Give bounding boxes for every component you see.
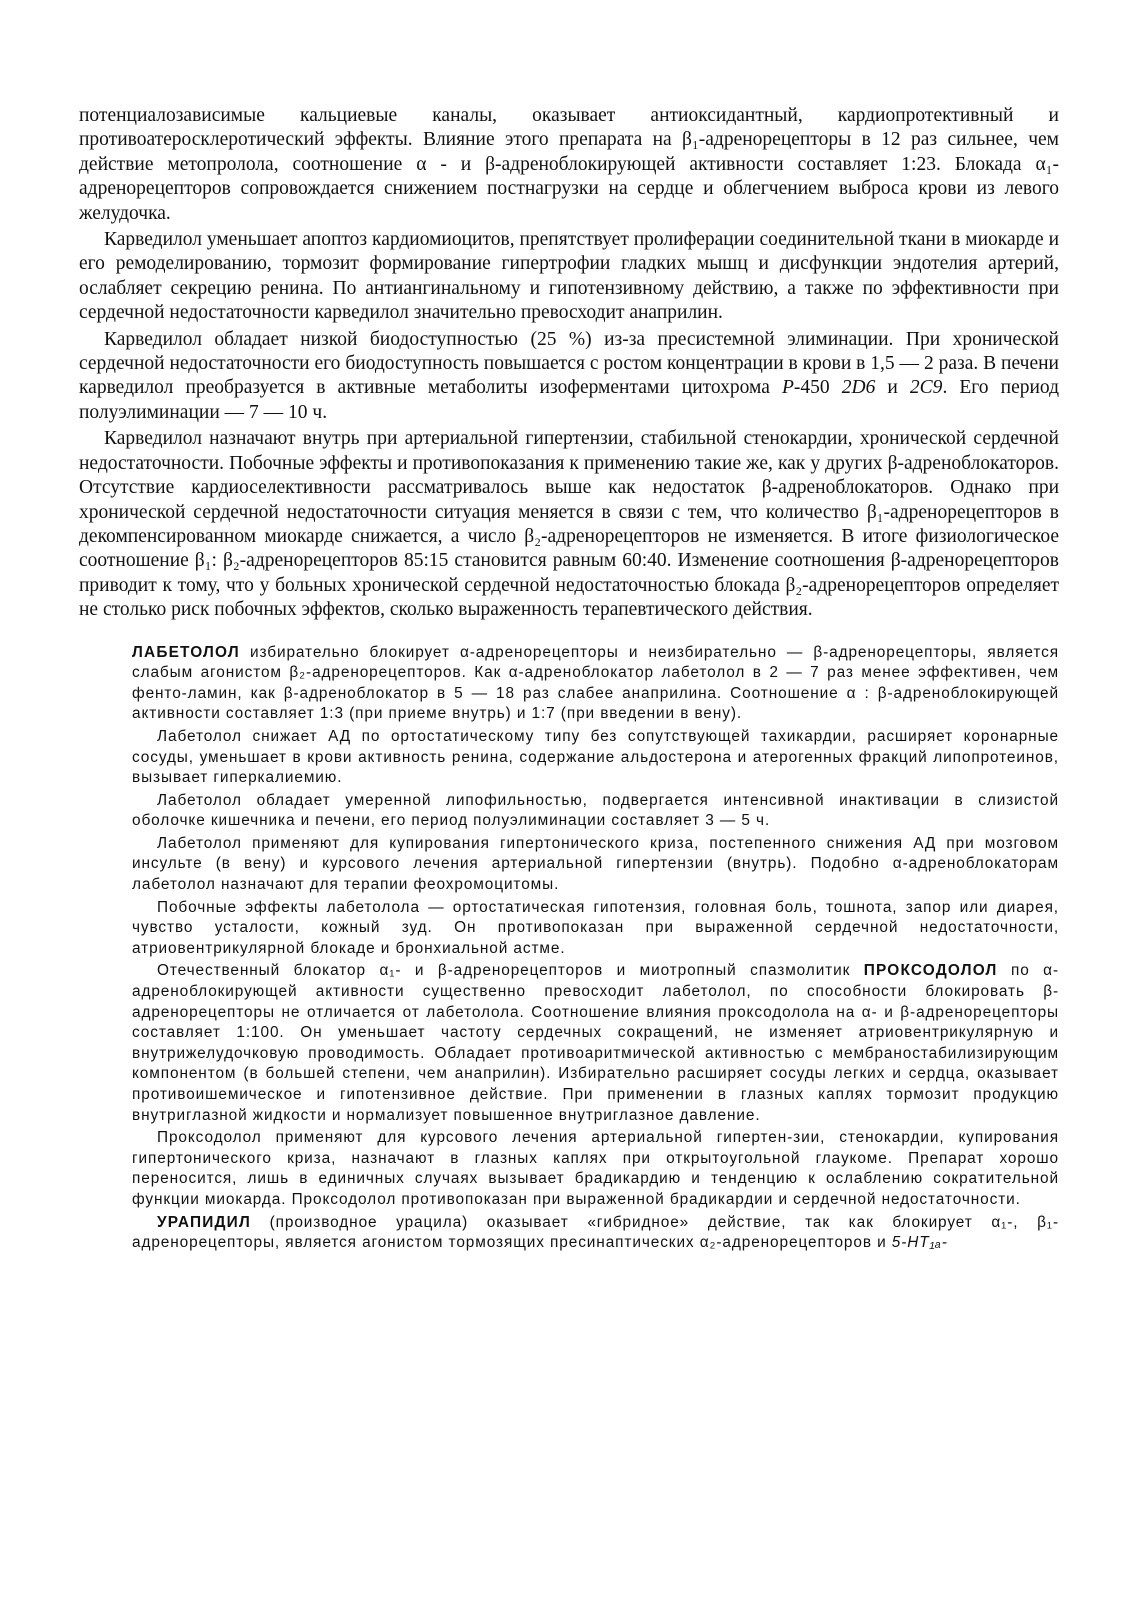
proxodolol-intro-text: Отечественный блокатор α₁- и β-адренорецепторов и миотропный спазмолитик [157,962,864,980]
proxodolol-heading: ПРОКСОДОЛОЛ [863,962,998,980]
labetalol-paragraph-4: Лабетолол применяют для купирования гипертонического криза, постепенного снижения АД при мозговом инсульте (в вену) и курсового лечения артериальной гипертензии (внутрь). Подобно α-адреноблокаторам лабетолол назначают для терапии феохромоцитомы. [132,834,1059,894]
cytochrome-number: -450 [793,377,842,399]
labetalol-paragraph-3: Лабетолол обладает умеренной липофильностью, подвергается интенсивной инактивации в слизистой оболочке кишечника и печени, его период полуэлиминации составляет 3 — 5 ч. [132,791,1059,830]
carvedilol-paragraph-2: Карведилол уменьшает апоптоз кардиомиоцитов, препятствует пролиферации соединительной ткани в миокарде и его ремоделированию, тормозит формирование гипертрофии гладких мышц и дисфункции эндотелия артерий, ослабляет секрецию ренина. По антиангинальному и гипотензивному действию, а также по эффективности при сердечной недостаточности карведилол значительно превосходит анаприлин. [79,229,1059,324]
carvedilol-p3-text-b: . Его период полуэлиминации — 7 — 10 ч. [79,377,1060,423]
carvedilol-paragraph-3 [79,328,1059,426]
urapidil-paragraph-text: (производное урацила) оказывает «гибридное» действие, так как блокирует α₁-, β₁-адренорецепторы, является агонистом тормозящих пресинаптических α₂-адренорецепторов и [132,1213,1059,1252]
small-print-section [79,643,1059,1254]
proxodolol-paragraph-1 [132,961,1059,1126]
carvedilol-p3-text-a: Карведилол обладает низкой биодоступностью (25 %) из-за пресистемной элиминации. При хронической сердечной недостаточности его биодоступность повышается с ростом концентрации в крови в 1,5 — 2 раза. В печени карведилол преобразуется в активные метаболиты изоферментами цитохрома [79,328,1059,399]
cytochrome-p-letter: P [781,377,794,399]
proxodolol-paragraph-1-text: по α-адреноблокирующей активности существенно превосходит лабетолол, по способности блокировать β-адренорецепторы не отличается от лабетолола. Соотношение влияния проксодолола на α- и β-адренорецепторы составляет 1:100. Он уменьшает частоту сердечных сокращений, не изменяет атриовентрикулярную и внутрижелудочковую проводимость. Обладает противоаритмической активностью с мембраностабилизирующим компонентом (в большей степени, чем анаприлин). Избирательно расширяет сосуды легких и сердца, оказывает противоишемическое и гипотензивное действие. При применении в глазных каплях тормозит продукцию внутриглазной жидкости и нормализует повышенное внутриглазное давление. [132,962,1059,1124]
isoenzyme-2c9: 2C9 [909,377,943,399]
urapidil-heading: УРАПИДИЛ [157,1213,251,1231]
labetalol-paragraph-1-text: избирательно блокирует α-адренорецепторы и неизбирательно — β-адренорецепторы, является слабым агонистом β₂-адренорецепторов. Как α-адреноблокатор лабетолол в 2 — 7 раз менее эффективен, чем фенто-ламин, как β-адреноблокатор в 5 — 18 раз слабее анаприлина. Соотношение α : β-адреноблокирующей активности составляет 1:3 (при приеме внутрь) и 1:7 (при введении в вену). [132,643,1059,723]
carvedilol-paragraph-4: Карведилол назначают внутрь при артериальной гипертензии, стабильной стенокардии, хронической сердечной недостаточности. Побочные эффекты и противопоказания к применению такие же, как у других β-адреноблокаторов. Отсутствие кардиоселективности рассматривалось выше как недостаток β-адреноблокаторов. Однако при хронической сердечной недостаточности ситуация меняется в связи с тем, что количество β₁-адренорецепторов в декомпенсированном миокарде снижается, а число β₂-адренорецепторов не изменяется. В итоге физиологическое соотношение β₁: β₂-адренорецепторов 85:15 становится равным 60:40. Изменение соотношения β-адренорецепторов приводит к тому, что у больных хронической сердечной недостаточностью блокада β₂-адренорецепторов определяет не столько риск побочных эффектов, сколько выраженность терапевтического действия. [79,428,1059,621]
proxodolol-paragraph-2: Проксодолол применяют для курсового лечения артериальной гипертен-зии, стенокардии, купирования гипертонического криза, назначают в глазных каплях при открытоугольной глаукоме. Препарат хорошо переносится, лишь в единичных случаях вызывает брадикардию и тенденцию к ослаблению сократительной функции миокарда. Проксодолол противопоказан при выраженной брадикардии и сердечной недостаточности. [132,1129,1059,1208]
labetalol-heading: ЛАБЕТОЛОЛ [132,643,240,661]
labetalol-paragraph-5: Побочные эффекты лабетолола — ортостатическая гипотензия, головная боль, тошнота, запор или диарея, чувство усталости, кожный зуд. Он противопоказан при выраженной сердечной недостаточности, атриовентрикулярной блокаде и бронхиальной астме. [132,898,1059,957]
urapidil-paragraph [132,1213,1059,1254]
isoenzyme-2d6: 2D6 [841,377,876,399]
receptor-5ht1a: 5-HT₁ₐ- [891,1234,948,1252]
labetalol-paragraph-2: Лабетолол снижает АД по ортостатическому типу без сопутствующей тахикардии, расширяет коронарные сосуды, уменьшает в крови активность ренина, содержание альдостерона и атерогенных фракций липопротеинов, вызывает гиперкалиемию. [132,727,1059,787]
document-page [79,104,1059,1256]
labetalol-paragraph-1 [132,643,1059,725]
carvedilol-p3-and: и [875,377,910,399]
main-body-text [79,104,1059,623]
carvedilol-paragraph-1: потенциалозависимые кальциевые каналы, оказывает антиоксидантный, кардиопротективный и противоатеросклеротический эффекты. Влияние этого препарата на β₁-адренорецепторы в 12 раз сильнее, чем действие метопролола, соотношение α - и β-адреноблокирующей активности составляет 1:23. Блокада α₁-адренорецепторов сопровождается снижением постнагрузки на сердце и облегчением выброса крови из левого желудочка. [79,105,1059,224]
